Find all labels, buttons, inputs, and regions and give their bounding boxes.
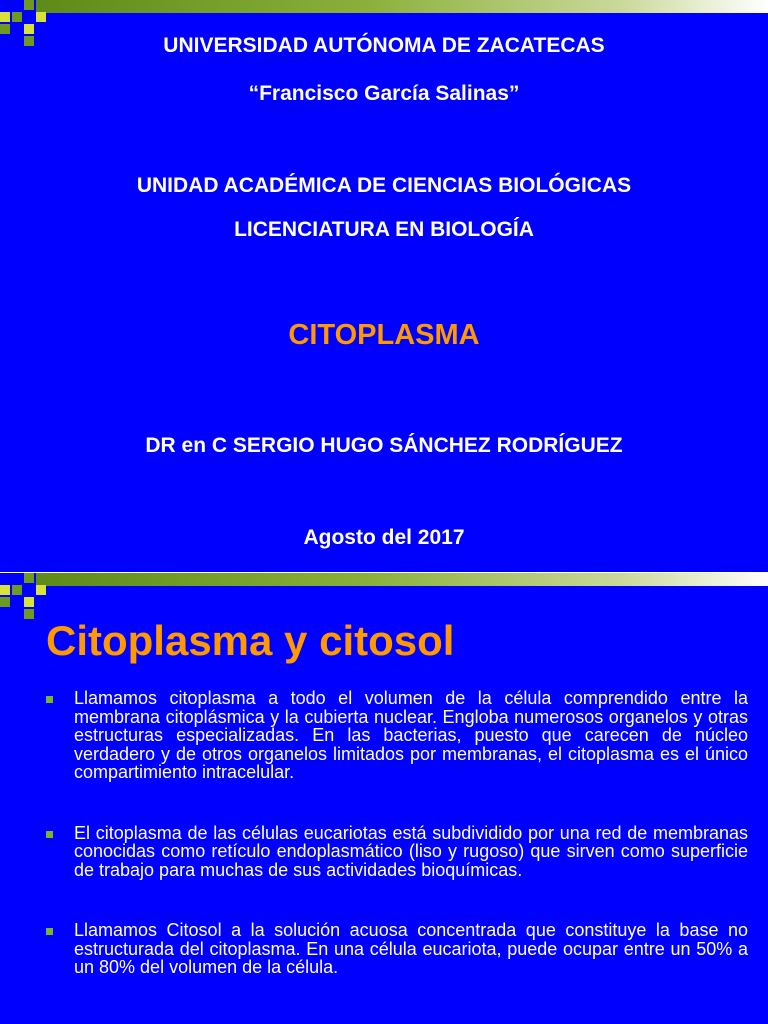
- bullet-text: El citoplasma de las células eucariotas está subdividido por una red de membranas conocidas como retículo endoplasmático (liso y rugoso) que sirven como superficie de trabajo para muchas de sus actividades bioquímicas.: [74, 822, 748, 880]
- university-title: UNIVERSIDAD AUTÓNOMA DE ZACATECAS: [163, 34, 605, 57]
- bullet-list: [46, 689, 748, 1019]
- square-bullet-icon: [46, 831, 53, 838]
- bullet-text: Llamamos Citosol a la solución acuosa concentrada que constituye la base no estructurada del citoplasma. En una célula eucariota, puede ocupar entre un 50% a un 80% del volumen de la célula.: [74, 920, 748, 977]
- bullet-text: Llamamos citoplasma a todo el volumen de la célula comprendido entre la membrana citoplásmica y la cubierta nuclear. Engloba numerosos organelos y otras estructuras especializadas. En las bacterias, puesto que carecen de núcleo verdadero y de otros organelos limitados por membranas, el citoplasma es el único compartimiento intracelular.: [74, 688, 748, 782]
- presentation-date: Agosto del 2017: [303, 526, 465, 549]
- list-item: [46, 921, 748, 977]
- content-slide: [0, 573, 768, 1024]
- square-bullet-icon: [46, 928, 53, 935]
- author-name: DR en C SERGIO HUGO SÁNCHEZ RODRÍGUEZ: [145, 434, 623, 457]
- square-bullet-icon: [46, 696, 53, 703]
- degree-program: LICENCIATURA EN BIOLOGÍA: [234, 218, 534, 241]
- list-item: [46, 824, 748, 880]
- academic-unit: UNIDAD ACADÉMICA DE CIENCIAS BIOLÓGICAS: [136, 174, 632, 197]
- presentation-topic: CITOPLASMA: [288, 319, 480, 351]
- slide-title: Citoplasma y citosol: [46, 617, 455, 664]
- university-name: “Francisco García Salinas”: [248, 82, 520, 105]
- list-item: [46, 689, 748, 782]
- decorative-header-bar: [0, 573, 768, 621]
